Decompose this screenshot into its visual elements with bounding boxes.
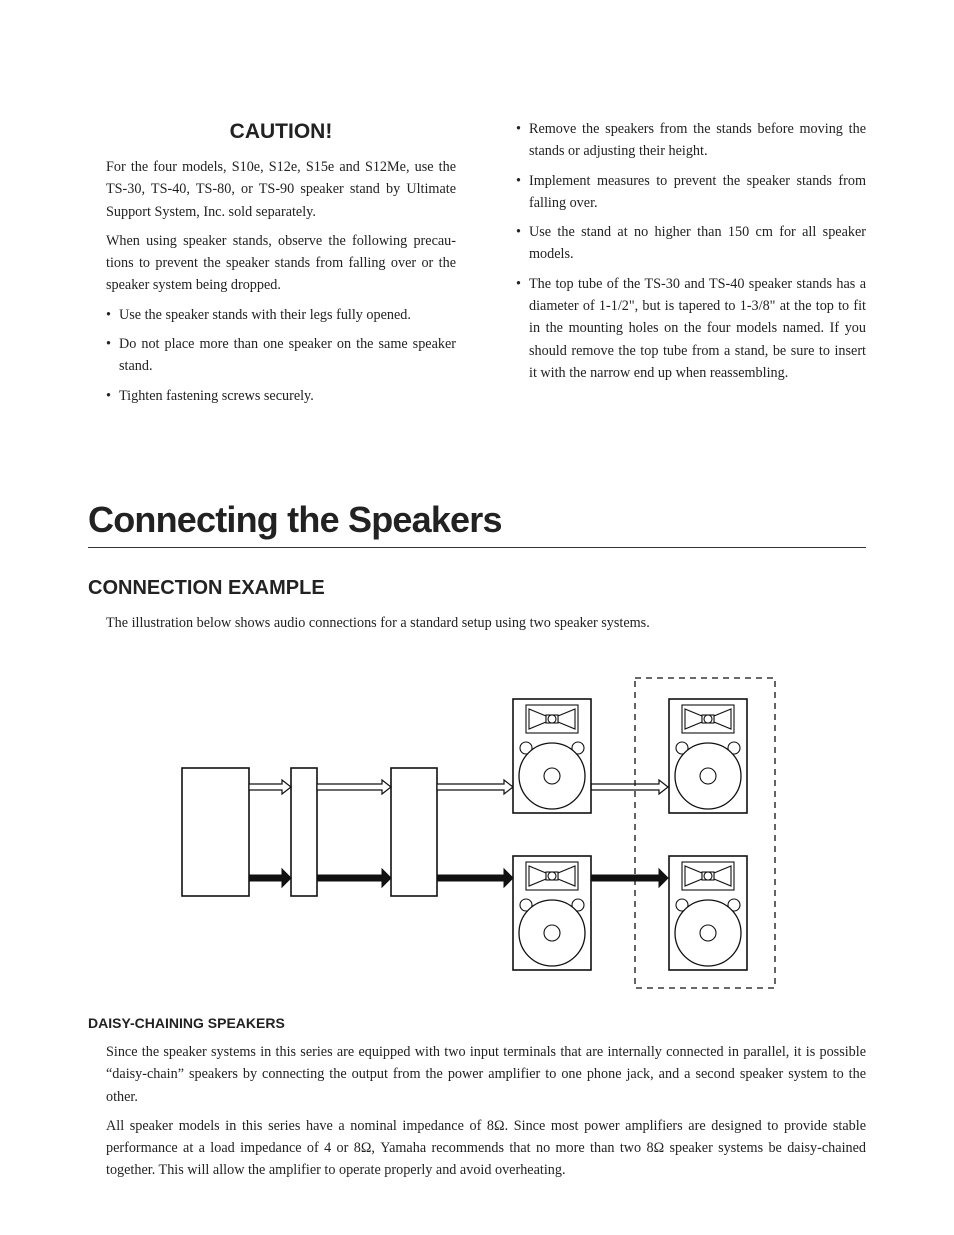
section-divider [88, 547, 866, 548]
speaker-icon [669, 699, 747, 813]
speaker-icon [513, 856, 591, 970]
daisy-chaining-paragraph: All speaker models in this series have a nominal impedance of 8Ω. Since most power amplifiers are designed to provide stable performance at a load impedance of 4 or 8Ω, Yamaha recommends that no more than two 8Ω speaker systems be daisy-chained together. This will allow the amplifier to operate properly and avoid overheating. [106, 1117, 866, 1179]
caution-bullet-list [516, 118, 866, 384]
caution-continued-section [516, 118, 866, 391]
caution-bullet: • The top tube of the TS-30 and TS-40 speaker stands has a diameter of 1-1/2", but is tapered to 1-3/8" at the top to fit in the mounting holes on the four models named. If you should remove the top tube from a stand, be sure to insert it with the narrow end up when reassembling. [516, 273, 866, 384]
processor-unit-block [291, 768, 317, 896]
daisy-chaining-paragraph: Since the speaker systems in this series are equipped with two input terminals that are internally connected in parallel, it is possible “daisy-chain” speakers by connecting the output from the power amplifier to one phone jack, and a second speaker system to the other. [106, 1044, 866, 1105]
caution-bullet: • Remove the speakers from the stands before moving the stands or adjusting their height. [516, 118, 866, 163]
caution-bullet: • Tighten fastening screws securely. [106, 385, 456, 407]
speaker-icon [513, 699, 591, 813]
caution-bullet: • Use the stand at no higher than 150 cm for all speaker models. [516, 221, 866, 266]
caution-title: CAUTION! [229, 120, 333, 143]
connection-diagram [170, 670, 790, 1000]
connection-example-heading: CONNECTION EXAMPLE [88, 577, 325, 599]
amplifier-unit-block [391, 768, 437, 896]
caution-paragraph: For the four models, S10e, S12e, S15e and S12Me, use the TS-30, TS-40, TS-80, or TS-90 speaker stand by Ultimate Support System, Inc. sold separately. [106, 159, 456, 220]
daisy-chaining-section [106, 1041, 866, 1189]
section-title: Connecting the Speakers [88, 499, 502, 540]
caution-section [106, 118, 456, 414]
connection-intro-text: The illustration below shows audio connections for a standard setup using two speaker systems. [106, 615, 650, 631]
source-unit-block [182, 768, 249, 896]
caution-bullet-list [106, 304, 456, 407]
caution-bullet: • Use the speaker stands with their legs fully opened. [106, 304, 456, 326]
caution-paragraph: When using speaker stands, observe the following precau-tions to prevent the speaker stands from falling over or the speaker system being dropped. [106, 232, 456, 294]
speaker-icon [669, 856, 747, 970]
daisy-chaining-heading: DAISY-CHAINING SPEAKERS [88, 1015, 285, 1031]
caution-bullet: • Do not place more than one speaker on the same speaker stand. [106, 333, 456, 378]
caution-bullet: • Implement measures to prevent the speaker stands from falling over. [516, 170, 866, 215]
